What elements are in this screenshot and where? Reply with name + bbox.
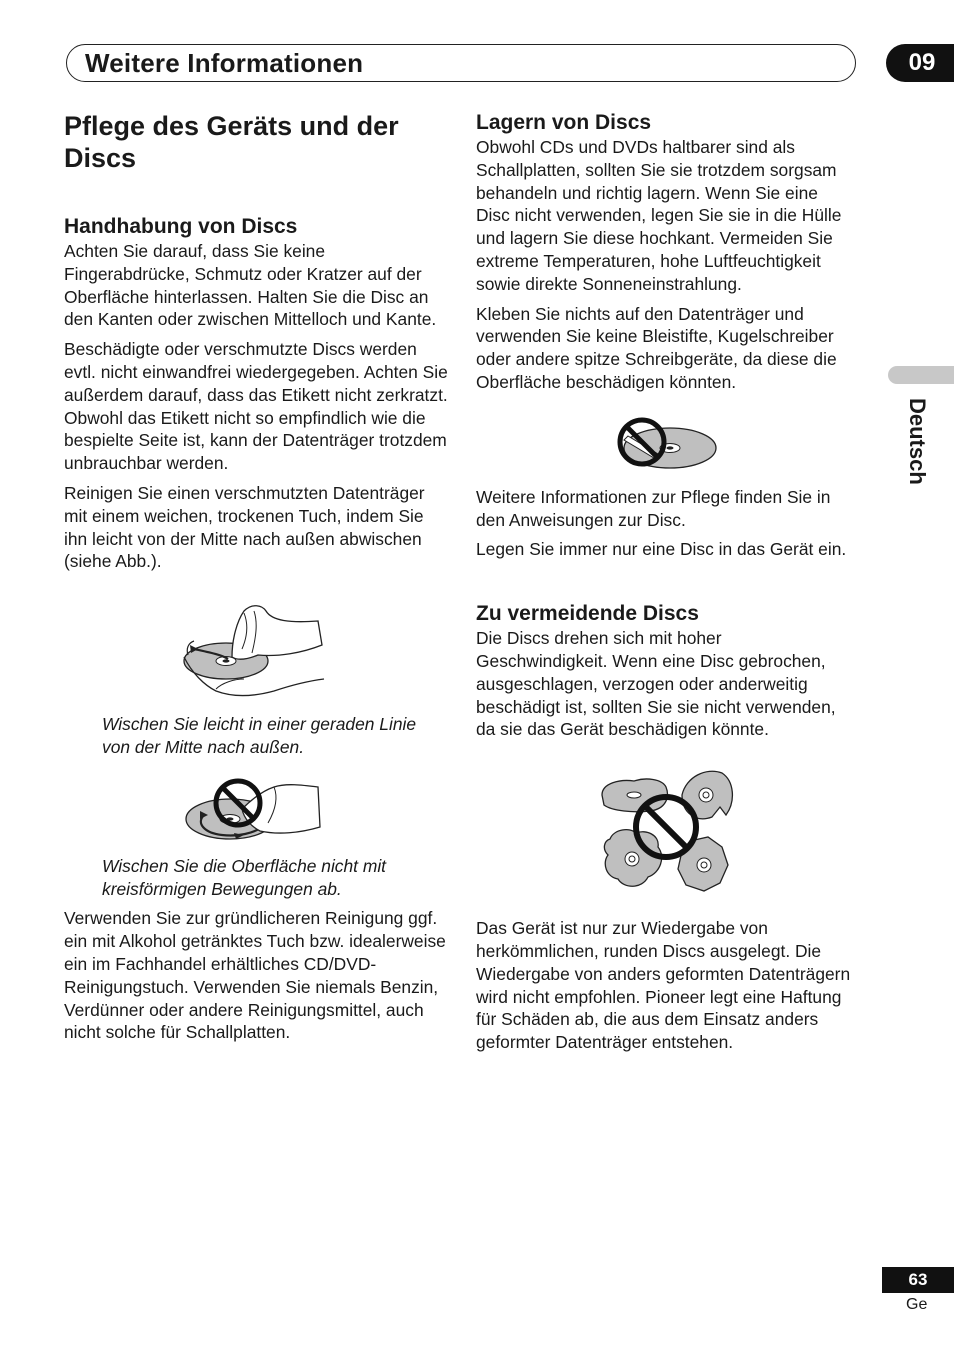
- section-header: [66, 44, 856, 82]
- avoid-heading: Zu vermeidende Discs: [476, 602, 699, 626]
- caption-circular-wipe: Wischen Sie die Oberfläche nicht mit kreisförmigen Bewegungen ab.: [102, 855, 387, 899]
- section-title: Weitere Informationen: [85, 48, 364, 78]
- handling-paragraph-4: Verwenden Sie zur gründlicheren Reinigung ggf. ein mit Alkohol getränktes Tuch bzw. idealerweise ein im Fachhandel erhältliches CD/DVD-Reinigungstuch. Verwenden Sie niemals Benzin, Verdünner oder andere Reinigungsmittel, auch nicht solche für Schallplatten.: [64, 908, 446, 1043]
- handling-heading: Handhabung von Discs: [64, 215, 298, 238]
- handling-paragraph-2: Beschädigte oder verschmutzte Discs werden evtl. nicht einwandfrei wiedergegeben. Achten Sie außerdem darauf, dass das Etikett nicht zerkratzt. Obwohl das Etikett nicht so empfindlich wie die bespielte Seite ist, kann der Datenträger trotzdem unbrauchbar werden.: [64, 339, 448, 474]
- storage-paragraph-2: Kleben Sie nichts auf den Datenträger und verwenden Sie keine Bleistifte, Kugelschreiber oder andere spitze Schreibgeräte, da diese die Oberfläche beschädigen könnten.: [476, 303, 837, 392]
- chapter-badge: 09: [886, 44, 954, 82]
- disc-wipe-straight-illustration: [64, 599, 448, 703]
- disc-wipe-circular-prohibited-illustration: [64, 773, 448, 849]
- storage-paragraph-3: Weitere Informationen zur Pflege finden Sie in den Anweisungen zur Disc.: [476, 486, 831, 530]
- disc-writing-prohibited-illustration: [476, 414, 856, 476]
- damaged-discs-prohibited-illustration: [476, 767, 856, 895]
- left-column: [64, 110, 448, 1044]
- storage-heading: Lagern von Discs: [476, 111, 652, 134]
- storage-paragraph-4: Legen Sie immer nur eine Disc in das Gerät ein.: [476, 539, 847, 560]
- page-title: Pflege des Geräts und der Discs: [64, 111, 399, 173]
- avoid-paragraph-2: Das Gerät ist nur zur Wiedergabe von herkömmlichen, runden Discs ausgelegt. Die Wiedergabe von anders geformten Datenträgern wird nicht empfohlen. Pioneer legt eine Haftung für Schäden ab, die aus dem Einsatz anders geformter Datenträger entstehen.: [476, 918, 851, 1053]
- storage-paragraph-1: Obwohl CDs und DVDs haltbarer sind als Schallplatten, sollten Sie sie trotzdem sorgsam behandeln und richtig lagern. Wenn Sie eine Disc nicht verwenden, legen Sie sie in die Hülle und lagern Sie diese hochkant. Vermeiden Sie extreme Temperaturen, hohe Luftfeuchtigkeit sowie direkte Sonneneinstrahlung.: [476, 137, 842, 294]
- language-tab-marker: [888, 366, 954, 384]
- handling-paragraph-1: Achten Sie darauf, dass Sie keine Fingerabdrücke, Schmutz oder Kratzer auf der Oberfläche hinterlassen. Halten Sie die Disc an den Kanten oder zwischen Mittelloch und Kante.: [64, 241, 437, 330]
- avoid-paragraph-1: Die Discs drehen sich mit hoher Geschwindigkeit. Wenn eine Disc gebrochen, ausgeschlagen, verzogen oder anderweitig beschädigt ist, sollten Sie sie nicht verwenden, da sie das Gerät beschädigen könnte.: [476, 628, 836, 740]
- page-language-code: Ge: [906, 1296, 928, 1313]
- right-column: [476, 110, 856, 1054]
- caption-straight-wipe: Wischen Sie leicht in einer geraden Linie von der Mitte nach außen.: [102, 714, 417, 757]
- handling-paragraph-3: Reinigen Sie einen verschmutzten Datenträger mit einem weichen, trockenen Tuch, indem Sie ihn leicht von der Mitte nach außen abwischen (siehe Abb.).: [64, 482, 425, 572]
- page-number: 63: [882, 1267, 954, 1293]
- language-label: Deutsch: [905, 398, 930, 485]
